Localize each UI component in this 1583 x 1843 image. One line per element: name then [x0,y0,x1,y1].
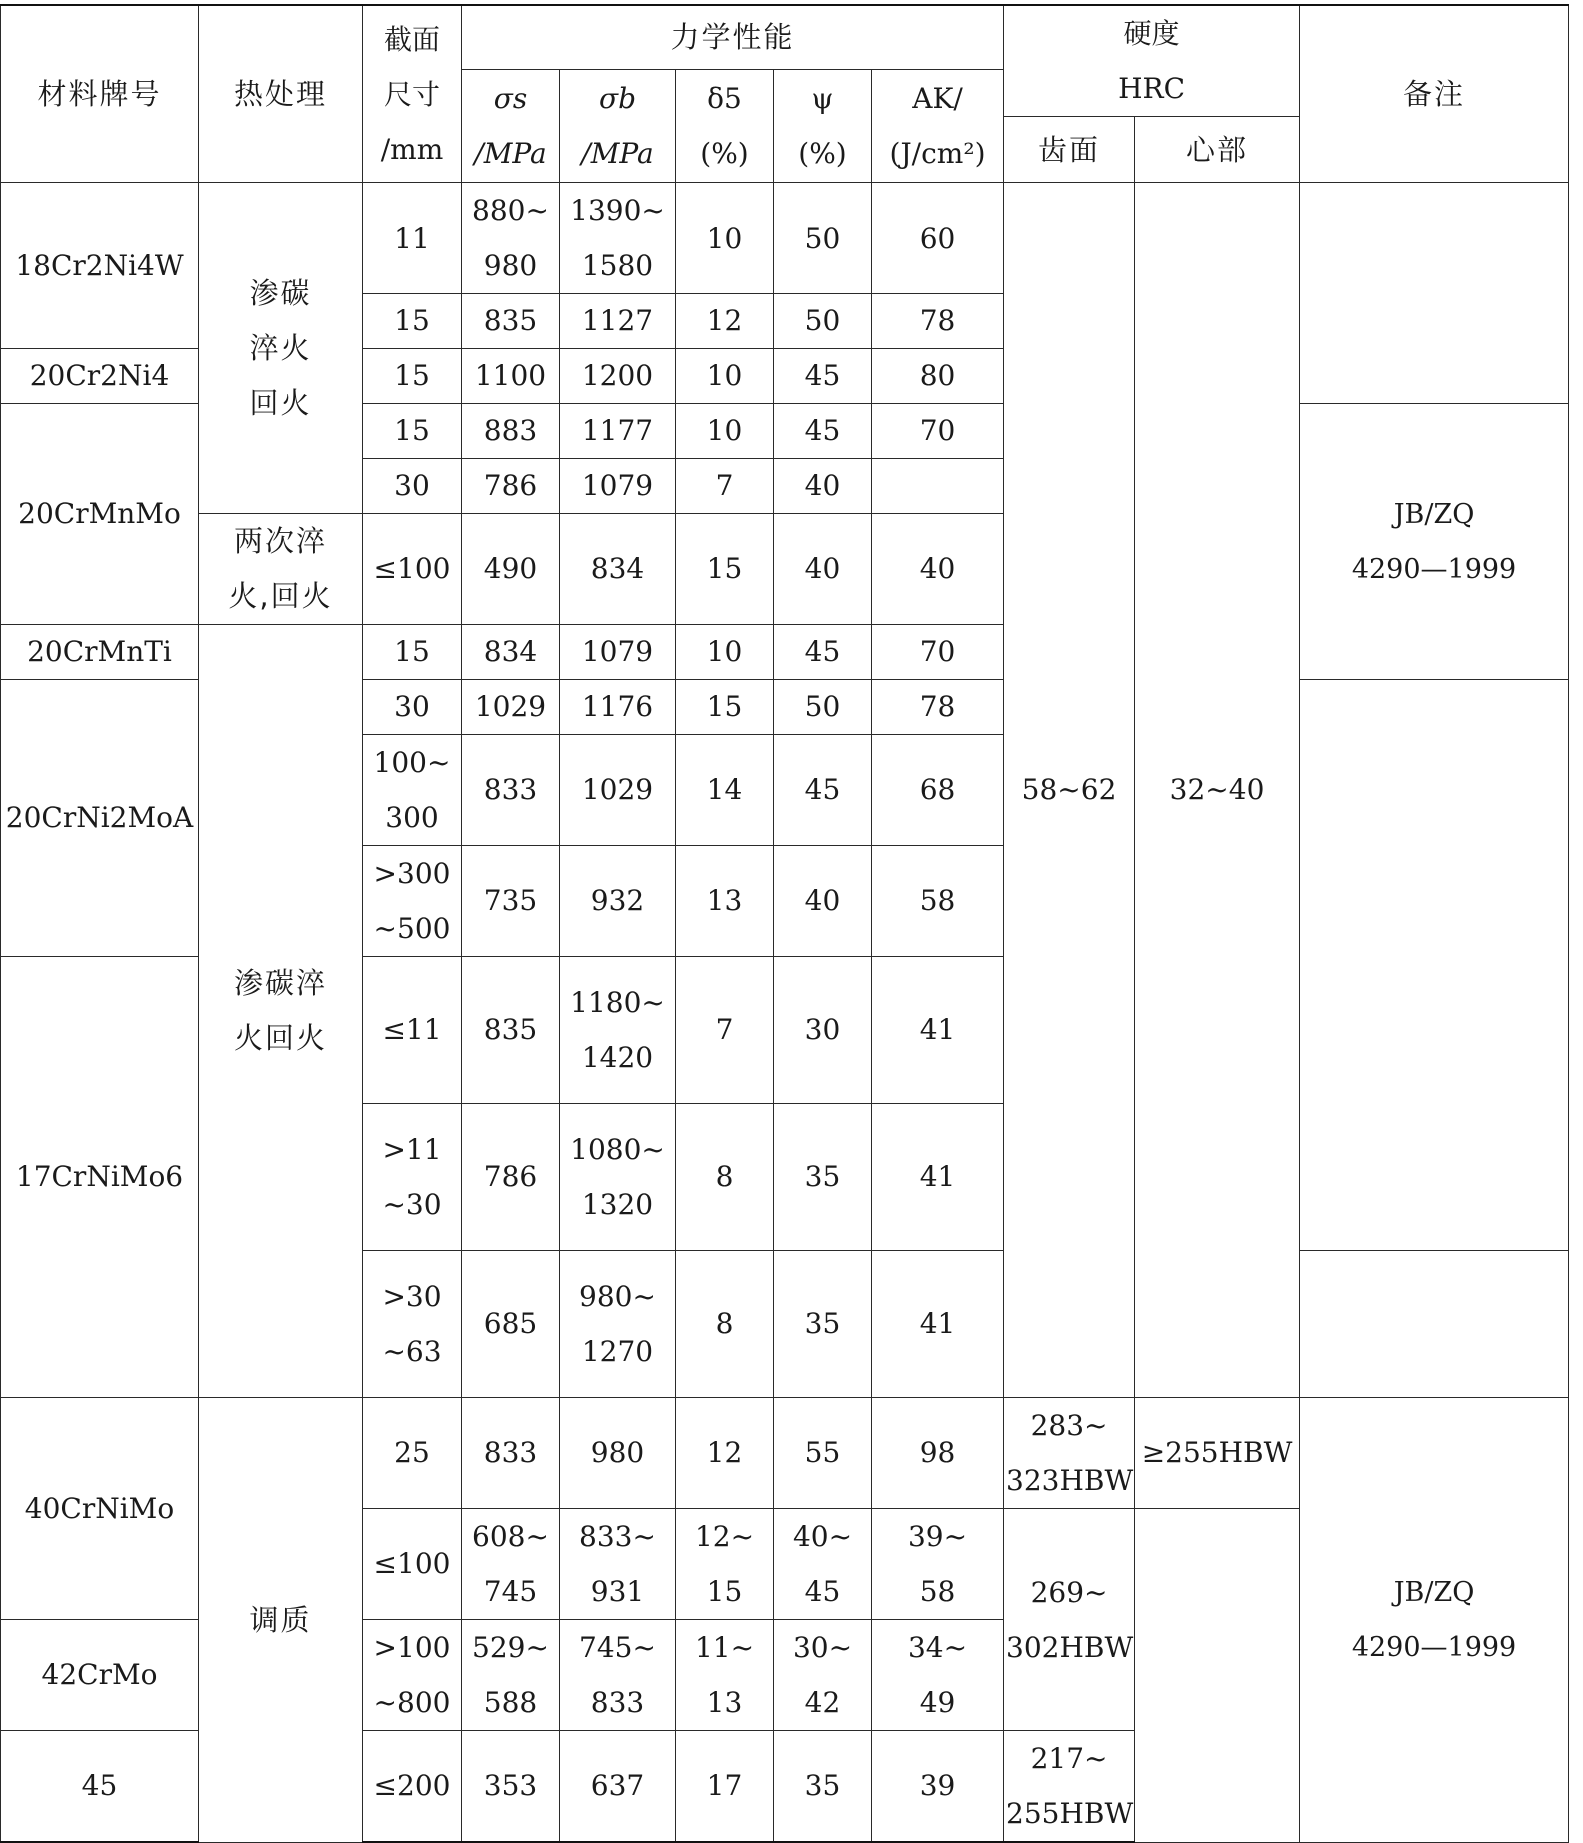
elongation-cell: 15 [676,514,774,625]
section-size-cell: >30 ~63 [363,1251,462,1398]
heat-treatment-cell: 渗碳 淬火 回火 [199,183,363,514]
reduction-of-area-cell: 40 [774,846,872,957]
heat-treatment-cell: 调质 [199,1398,363,1843]
reduction-of-area-cell: 55 [774,1398,872,1509]
reduction-of-area-cell: 45 [774,625,872,680]
elongation-cell: 8 [676,1104,774,1251]
material-cell: 17CrNiMo6 [1,957,199,1398]
section-size-cell: 15 [363,404,462,459]
header-core: 心部 [1135,117,1300,183]
elongation-cell: 7 [676,459,774,514]
impact-toughness-cell: 41 [872,1104,1004,1251]
tensile-strength-cell: 1127 [560,294,676,349]
elongation-cell: 12~ 15 [676,1509,774,1620]
material-cell: 20CrMnTi [1,625,199,680]
tensile-strength-cell: 980~ 1270 [560,1251,676,1398]
header-row-1 [1,5,1569,69]
elongation-cell: 8 [676,1251,774,1398]
section-size-cell: 15 [363,294,462,349]
tensile-strength-cell: 745~ 833 [560,1620,676,1731]
impact-toughness-cell: 34~ 49 [872,1620,1004,1731]
elongation-cell: 7 [676,957,774,1104]
yield-strength-cell: 608~ 745 [462,1509,560,1620]
header-hardness: 硬度 HRC [1004,5,1300,117]
tensile-strength-cell: 1079 [560,459,676,514]
impact-toughness-cell: 60 [872,183,1004,294]
reduction-of-area-cell: 35 [774,1104,872,1251]
impact-toughness-cell: 78 [872,680,1004,735]
header-material: 材料牌号 [1,5,199,183]
section-size-cell: >300 ~500 [363,846,462,957]
remarks-cell [1300,183,1569,404]
section-size-cell: 15 [363,349,462,404]
tooth-surface-hardness-cell: 269~ 302HBW [1004,1509,1135,1731]
yield-strength-cell: 833 [462,735,560,846]
tensile-strength-cell: 1177 [560,404,676,459]
core-hardness-cell: ≥255HBW [1135,1398,1300,1509]
section-size-cell: ≤200 [363,1731,462,1843]
core-hardness-cell: 32~40 [1135,183,1300,1398]
reduction-of-area-cell: 40~ 45 [774,1509,872,1620]
heat-treatment-cell: 渗碳淬 火回火 [199,625,363,1398]
material-cell: 20CrMnMo [1,404,199,625]
impact-toughness-cell: 70 [872,625,1004,680]
section-size-cell: >11 ~30 [363,1104,462,1251]
yield-strength-cell: 883 [462,404,560,459]
tensile-strength-cell: 1176 [560,680,676,735]
section-size-cell: 30 [363,680,462,735]
header-impact-toughness: AK/ (J/cm²) [872,69,1004,183]
impact-toughness-cell: 58 [872,846,1004,957]
header-section-size: 截面 尺寸 /mm [363,5,462,183]
section-size-cell: 15 [363,625,462,680]
remarks-cell [1300,680,1569,1251]
reduction-of-area-cell: 45 [774,404,872,459]
tensile-strength-cell: 1029 [560,735,676,846]
yield-strength-cell: 685 [462,1251,560,1398]
tensile-strength-cell: 1180~ 1420 [560,957,676,1104]
tensile-strength-cell: 834 [560,514,676,625]
elongation-cell: 10 [676,404,774,459]
yield-strength-cell: 835 [462,294,560,349]
tensile-strength-cell: 1390~ 1580 [560,183,676,294]
remarks-cell: JB/ZQ 4290—1999 [1300,404,1569,680]
yield-strength-cell: 529~ 588 [462,1620,560,1731]
header-heat-treatment: 热处理 [199,5,363,183]
impact-toughness-cell: 98 [872,1398,1004,1509]
impact-toughness-cell: 39~ 58 [872,1509,1004,1620]
elongation-cell: 12 [676,1398,774,1509]
yield-strength-cell: 834 [462,625,560,680]
impact-toughness-cell: 41 [872,957,1004,1104]
remarks-cell: JB/ZQ 4290—1999 [1300,1398,1569,1843]
section-size-cell: ≤11 [363,957,462,1104]
header-yield-strength: σs /MPa [462,69,560,183]
yield-strength-cell: 1029 [462,680,560,735]
material-cell: 40CrNiMo [1,1398,199,1620]
section-size-cell: 11 [363,183,462,294]
elongation-cell: 14 [676,735,774,846]
tooth-surface-hardness-cell: 217~ 255HBW [1004,1731,1135,1843]
impact-toughness-cell: 39 [872,1731,1004,1843]
elongation-cell: 17 [676,1731,774,1843]
tensile-strength-cell: 833~ 931 [560,1509,676,1620]
header-tensile-strength: σb /MPa [560,69,676,183]
tensile-strength-cell: 980 [560,1398,676,1509]
tensile-strength-cell: 1079 [560,625,676,680]
reduction-of-area-cell: 30 [774,957,872,1104]
reduction-of-area-cell: 35 [774,1731,872,1843]
material-cell: 20CrNi2MoA [1,680,199,957]
elongation-cell: 10 [676,183,774,294]
section-size-cell: ≤100 [363,1509,462,1620]
header-remarks: 备注 [1300,5,1569,183]
yield-strength-cell: 835 [462,957,560,1104]
impact-toughness-cell: 41 [872,1251,1004,1398]
tensile-strength-cell: 932 [560,846,676,957]
reduction-of-area-cell: 50 [774,680,872,735]
heat-treatment-cell: 两次淬 火,回火 [199,514,363,625]
elongation-cell: 10 [676,625,774,680]
elongation-cell: 12 [676,294,774,349]
table-row [1,1398,1569,1509]
reduction-of-area-cell: 45 [774,349,872,404]
material-cell: 45 [1,1731,199,1843]
yield-strength-cell: 735 [462,846,560,957]
header-reduction-of-area: ψ (%) [774,69,872,183]
section-size-cell: 100~ 300 [363,735,462,846]
tensile-strength-cell: 1200 [560,349,676,404]
material-cell: 20Cr2Ni4 [1,349,199,404]
header-tooth-surface: 齿面 [1004,117,1135,183]
impact-toughness-cell [872,459,1004,514]
tensile-strength-cell: 637 [560,1731,676,1843]
yield-strength-cell: 490 [462,514,560,625]
yield-strength-cell: 786 [462,459,560,514]
elongation-cell: 15 [676,680,774,735]
yield-strength-cell: 833 [462,1398,560,1509]
reduction-of-area-cell: 50 [774,294,872,349]
yield-strength-cell: 880~ 980 [462,183,560,294]
impact-toughness-cell: 80 [872,349,1004,404]
material-properties-table [0,4,1569,1843]
header-mechanical-properties: 力学性能 [462,5,1004,69]
table-row [1,183,1569,294]
reduction-of-area-cell: 45 [774,735,872,846]
material-cell: 42CrMo [1,1620,199,1731]
core-hardness-cell [1135,1509,1300,1843]
impact-toughness-cell: 68 [872,735,1004,846]
reduction-of-area-cell: 50 [774,183,872,294]
reduction-of-area-cell: 35 [774,1251,872,1398]
material-cell: 18Cr2Ni4W [1,183,199,349]
header-elongation: δ5 (%) [676,69,774,183]
reduction-of-area-cell: 40 [774,514,872,625]
elongation-cell: 13 [676,846,774,957]
tensile-strength-cell: 1080~ 1320 [560,1104,676,1251]
elongation-cell: 11~ 13 [676,1620,774,1731]
section-size-cell: ≤100 [363,514,462,625]
yield-strength-cell: 353 [462,1731,560,1843]
yield-strength-cell: 1100 [462,349,560,404]
elongation-cell: 10 [676,349,774,404]
impact-toughness-cell: 78 [872,294,1004,349]
tooth-surface-hardness-cell: 283~ 323HBW [1004,1398,1135,1509]
yield-strength-cell: 786 [462,1104,560,1251]
reduction-of-area-cell: 40 [774,459,872,514]
section-size-cell: 30 [363,459,462,514]
section-size-cell: >100 ~800 [363,1620,462,1731]
reduction-of-area-cell: 30~ 42 [774,1620,872,1731]
impact-toughness-cell: 70 [872,404,1004,459]
tooth-surface-hardness-cell: 58~62 [1004,183,1135,1398]
section-size-cell: 25 [363,1398,462,1509]
impact-toughness-cell: 40 [872,514,1004,625]
